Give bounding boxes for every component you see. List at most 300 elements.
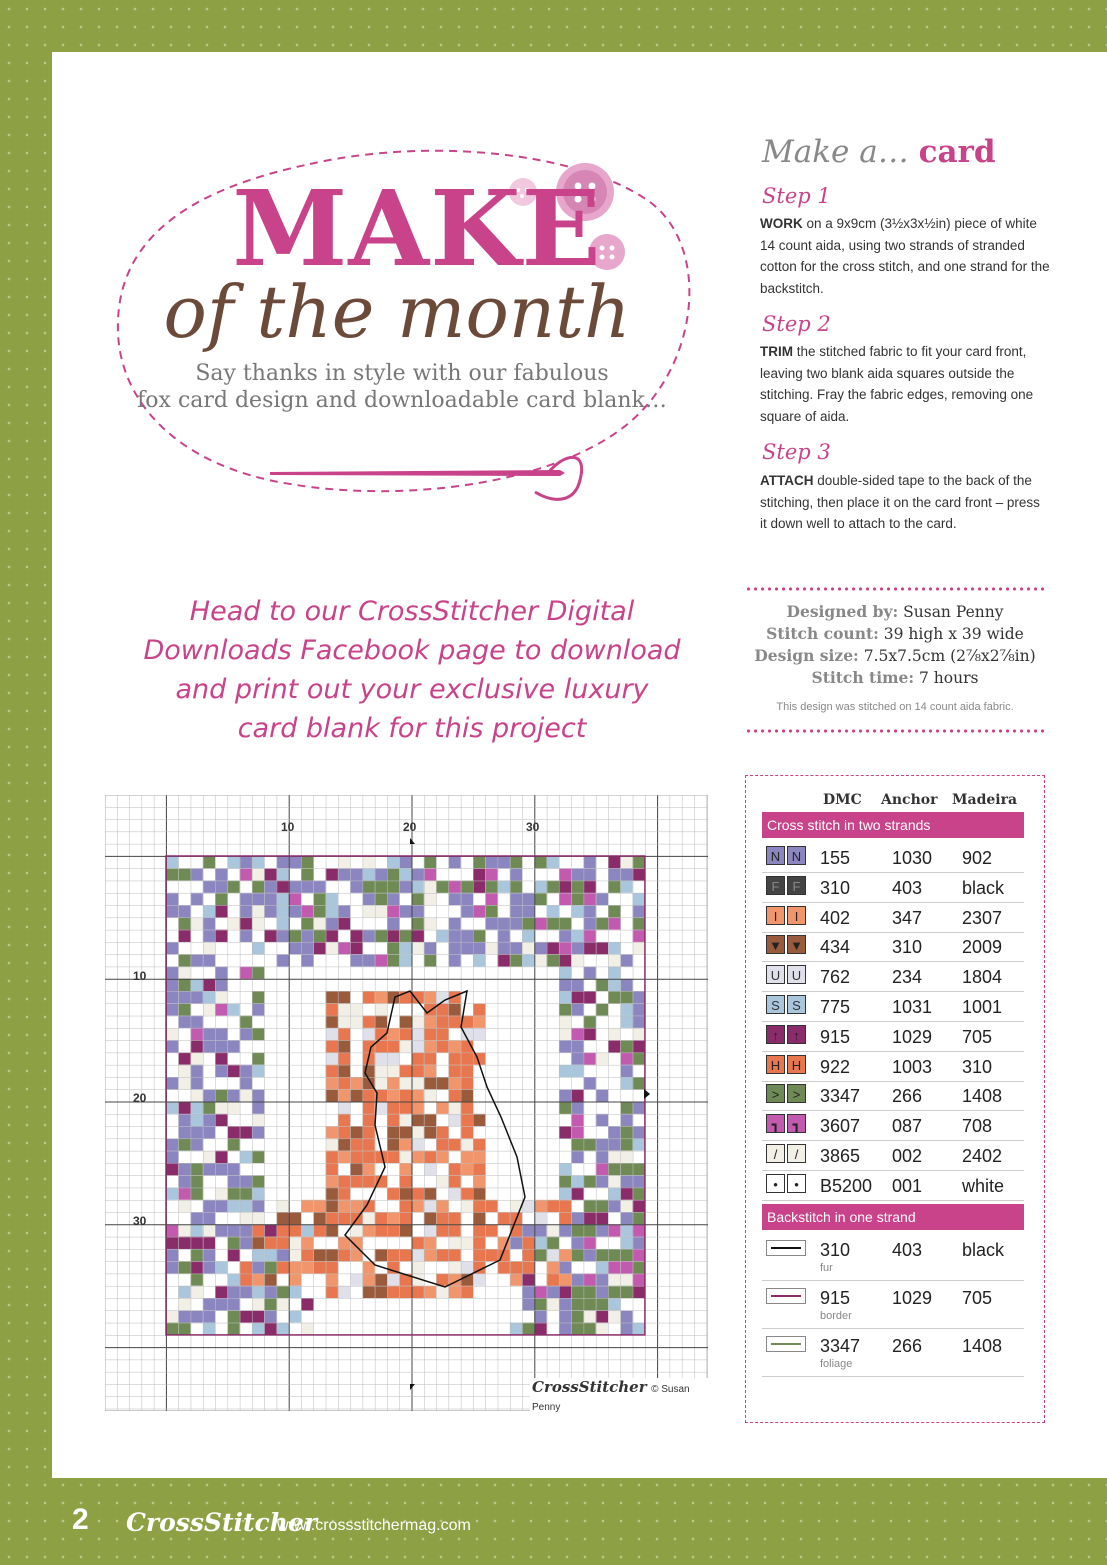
stitch-cell	[596, 917, 608, 929]
stitch-cell	[375, 930, 387, 942]
stitch-cell	[203, 1089, 215, 1101]
stitch-cell	[448, 1237, 460, 1249]
key-row	[762, 1021, 1024, 1052]
stitch-cell	[178, 1052, 190, 1064]
stitch-cell	[277, 930, 289, 942]
stitch-cell	[608, 967, 620, 979]
stitch-cell	[301, 905, 313, 917]
stitch-cell	[277, 1224, 289, 1236]
stitch-cell	[350, 1274, 362, 1286]
stitch-cell	[387, 1224, 399, 1236]
stitch-cell	[191, 979, 203, 991]
swatch: S	[787, 995, 806, 1014]
stitch-cell	[424, 1114, 436, 1126]
stitch-cell	[620, 979, 632, 991]
stitch-cell	[608, 917, 620, 929]
stitch-cell	[191, 1249, 203, 1261]
stitch-cell	[399, 1200, 411, 1212]
stitch-cell	[191, 1163, 203, 1175]
stitch-cell	[362, 1274, 374, 1286]
col-header-madeira: Madeira	[952, 792, 1018, 808]
dmc-code: 775	[820, 997, 851, 1017]
stitch-cell	[596, 1163, 608, 1175]
stitch-cell	[178, 1114, 190, 1126]
stitch-cell	[375, 991, 387, 1003]
stitch-cell	[240, 868, 252, 880]
dmc-code: 915	[820, 1288, 851, 1308]
stitch-cell	[596, 1200, 608, 1212]
madeira-code: 1408	[962, 1336, 1003, 1356]
madeira-code: 1408	[962, 1086, 1003, 1107]
stitch-cell	[571, 1249, 583, 1261]
stitch-cell	[399, 1286, 411, 1298]
stitch-cell	[191, 1102, 203, 1114]
stitch-cell	[375, 1052, 387, 1064]
stitch-cell	[399, 1212, 411, 1224]
stitch-cell	[633, 1028, 645, 1040]
stitch-cell	[534, 1224, 546, 1236]
backstitch-row	[762, 1330, 1024, 1377]
stitch-cell	[436, 1212, 448, 1224]
stitch-cell	[166, 1249, 178, 1261]
stitch-cell	[387, 893, 399, 905]
stitch-cell	[412, 1126, 424, 1138]
stitch-cell	[301, 1237, 313, 1249]
stitch-cell	[289, 1286, 301, 1298]
promo-line: and print out your exclusive luxury	[175, 674, 649, 705]
stitch-cell	[387, 1188, 399, 1200]
stitch-cell	[412, 942, 424, 954]
stitch-cell	[362, 930, 374, 942]
stitch-cell	[264, 868, 276, 880]
stitch-cell	[240, 1077, 252, 1089]
step-2-text	[760, 341, 1050, 427]
stitch-cell	[584, 1323, 596, 1335]
stitch-cell	[289, 1224, 301, 1236]
stitch-cell	[375, 1249, 387, 1261]
stitch-cell	[571, 1175, 583, 1187]
stitch-cell	[338, 1016, 350, 1028]
swatch: •	[787, 1174, 806, 1193]
col-label-20: 20	[403, 820, 417, 834]
stitch-cell	[191, 1089, 203, 1101]
stitch-cell	[178, 905, 190, 917]
stitch-cell	[620, 868, 632, 880]
design-size: 7.5x7.5cm (2⅞x2⅞in)	[863, 647, 1036, 665]
stitch-cell	[559, 1175, 571, 1187]
stitch-cell	[252, 1102, 264, 1114]
stitch-cell	[547, 1249, 559, 1261]
stitch-cell	[424, 1237, 436, 1249]
swatch: N	[787, 846, 806, 865]
stitch-cell	[227, 1200, 239, 1212]
stitch-cell	[584, 1200, 596, 1212]
stitch-cell	[301, 868, 313, 880]
stitch-cell	[240, 1151, 252, 1163]
stitch-cell	[350, 1126, 362, 1138]
stitch-cell	[215, 881, 227, 893]
stitch-cell	[252, 1249, 264, 1261]
stitch-cell	[620, 1065, 632, 1077]
stitch-cell	[608, 1261, 620, 1273]
stitch-cell	[547, 1261, 559, 1273]
anchor-code: 266	[892, 1086, 923, 1107]
stitch-cell	[596, 1249, 608, 1261]
stitch-cell	[461, 1188, 473, 1200]
stitch-cell	[252, 856, 264, 868]
stitch-cell	[473, 881, 485, 893]
stitch-cell	[326, 905, 338, 917]
stitch-cell	[412, 1249, 424, 1261]
stitch-cell	[227, 1175, 239, 1187]
stitch-cell	[412, 905, 424, 917]
stitch-cell	[424, 1224, 436, 1236]
stitch-cell	[313, 1200, 325, 1212]
stitch-cell	[326, 1151, 338, 1163]
stitch-cell	[203, 1040, 215, 1052]
stitch-cell	[326, 1126, 338, 1138]
stitch-cell	[362, 868, 374, 880]
stitch-cell	[203, 1224, 215, 1236]
stitch-cell	[461, 1114, 473, 1126]
stitch-cell	[448, 881, 460, 893]
stitch-cell	[633, 1040, 645, 1052]
stitch-cell	[510, 881, 522, 893]
stitch-cell	[473, 1237, 485, 1249]
stitch-cell	[584, 1052, 596, 1064]
swatch: F	[766, 876, 785, 895]
stitch-cell	[215, 979, 227, 991]
stitch-cell	[326, 1212, 338, 1224]
stitch-cell	[240, 905, 252, 917]
stitch-cell	[399, 1138, 411, 1150]
stitch-cell	[448, 1249, 460, 1261]
stitch-cell	[633, 1323, 645, 1335]
stitch-cell	[289, 1237, 301, 1249]
stitch-cell	[203, 1249, 215, 1261]
stitch-cell	[571, 1274, 583, 1286]
stitch-cell	[326, 1052, 338, 1064]
stitch-cell	[412, 1200, 424, 1212]
info-label: Stitch time:	[811, 668, 915, 687]
stitch-cell	[362, 905, 374, 917]
swatch: >	[787, 1084, 806, 1103]
stitch-cell	[633, 905, 645, 917]
stitch-cell	[178, 1261, 190, 1273]
stitch-cell	[166, 856, 178, 868]
stitch-cell	[559, 930, 571, 942]
stitch-cell	[473, 1138, 485, 1150]
stitch-cell	[448, 1003, 460, 1015]
stitch-cell	[338, 1151, 350, 1163]
stitch-cell	[227, 1323, 239, 1335]
stitch-cell	[240, 1274, 252, 1286]
stitch-cell	[252, 942, 264, 954]
stitch-cell	[338, 1138, 350, 1150]
stitch-cell	[424, 1077, 436, 1089]
stitch-cell	[620, 1163, 632, 1175]
stitch-cell	[584, 1310, 596, 1322]
make-heading: MAKE	[232, 167, 602, 290]
stitch-cell	[448, 893, 460, 905]
stitch-cell	[178, 1224, 190, 1236]
subtitle	[132, 360, 672, 414]
stitch-cell	[473, 942, 485, 954]
stitch-cell	[227, 1065, 239, 1077]
stitch-cell	[240, 1188, 252, 1200]
key-row	[762, 872, 1024, 903]
stitch-cell	[289, 905, 301, 917]
stitch-cell	[338, 1114, 350, 1126]
stitch-cell	[485, 1224, 497, 1236]
stitch-cell	[559, 1286, 571, 1298]
stitch-cell	[596, 1003, 608, 1015]
stitch-cell	[277, 1237, 289, 1249]
stitch-cell	[522, 1323, 534, 1335]
stitch-cell	[215, 893, 227, 905]
stitch-cell	[264, 881, 276, 893]
stitch-cell	[203, 1212, 215, 1224]
key-row	[762, 1170, 1024, 1201]
stitch-cell	[399, 1077, 411, 1089]
stitch-cell	[571, 893, 583, 905]
stitch-cell	[633, 991, 645, 1003]
stitch-cell	[387, 1065, 399, 1077]
stitch-cell	[571, 1298, 583, 1310]
stitch-cell	[289, 1274, 301, 1286]
stitch-cell	[240, 967, 252, 979]
stitch-cell	[313, 930, 325, 942]
stitch-cell	[608, 1286, 620, 1298]
stitch-cell	[326, 1028, 338, 1040]
stitch-cell	[633, 1286, 645, 1298]
stitch-cell	[571, 1126, 583, 1138]
stitch-cell	[448, 1040, 460, 1052]
stitch-cell	[448, 1163, 460, 1175]
stitch-cell	[596, 1089, 608, 1101]
stitch-cell	[387, 1151, 399, 1163]
stitch-cell	[375, 905, 387, 917]
stitch-cell	[289, 930, 301, 942]
stitch-cell	[277, 917, 289, 929]
stitch-cell	[178, 1298, 190, 1310]
stitch-cell	[252, 1261, 264, 1273]
anchor-code: 266	[892, 1336, 923, 1356]
stitch-cell	[633, 868, 645, 880]
stitch-cell	[227, 1126, 239, 1138]
stitch-cell	[326, 1175, 338, 1187]
stitch-cell	[412, 1040, 424, 1052]
stitch-cell	[620, 1237, 632, 1249]
stitch-cell	[252, 1200, 264, 1212]
stitch-cell	[448, 1077, 460, 1089]
stitch-cell	[252, 1323, 264, 1335]
stitch-cell	[461, 1151, 473, 1163]
stitch-cell	[633, 1249, 645, 1261]
stitch-cell	[547, 954, 559, 966]
stitch-cell	[191, 868, 203, 880]
stitch-cell	[240, 1175, 252, 1187]
stitch-cell	[596, 1212, 608, 1224]
stitch-cell	[596, 1286, 608, 1298]
stitch-cell	[436, 1249, 448, 1261]
swatch: H	[787, 1055, 806, 1074]
stitch-cell	[424, 1028, 436, 1040]
stitch-cell	[166, 1028, 178, 1040]
stitch-cell	[436, 1028, 448, 1040]
stitch-cell	[596, 893, 608, 905]
stitch-cell	[326, 1200, 338, 1212]
stitch-cell	[362, 1212, 374, 1224]
stitch-cell	[203, 917, 215, 929]
designer-name: Susan Penny	[903, 603, 1004, 621]
stitch-cell	[584, 1224, 596, 1236]
stitch-cell	[522, 1224, 534, 1236]
stitch-cell	[240, 893, 252, 905]
stitch-cell	[633, 930, 645, 942]
anchor-code: 234	[892, 967, 923, 988]
stitch-cell	[608, 905, 620, 917]
step-1-heading: Step 1	[762, 184, 831, 208]
stitch-cell	[620, 1040, 632, 1052]
stitch-cell	[191, 1286, 203, 1298]
stitch-cell	[387, 868, 399, 880]
stitch-cell	[399, 1151, 411, 1163]
stitch-cell	[448, 930, 460, 942]
stitch-cell	[584, 1249, 596, 1261]
stitch-cell	[633, 1138, 645, 1150]
stitch-cell	[448, 1016, 460, 1028]
stitch-cell	[203, 1298, 215, 1310]
stitch-cell	[166, 1261, 178, 1273]
stitch-cell	[362, 881, 374, 893]
stitch-cell	[424, 1126, 436, 1138]
stitch-cell	[620, 1224, 632, 1236]
stitch-cell	[473, 1028, 485, 1040]
stitch-cell	[375, 1016, 387, 1028]
stitch-cell	[166, 1310, 178, 1322]
stitch-cell	[166, 1323, 178, 1335]
stitch-cell	[633, 1212, 645, 1224]
stitch-cell	[510, 868, 522, 880]
stitch-cell	[510, 1261, 522, 1273]
stitch-cell	[252, 1003, 264, 1015]
swatch: U	[766, 965, 785, 984]
stitch-cell	[252, 893, 264, 905]
stitch-cell	[252, 1175, 264, 1187]
stitch-cell	[191, 1188, 203, 1200]
stitch-cell	[215, 1200, 227, 1212]
stitch-cell	[166, 979, 178, 991]
stitch-cell	[203, 1323, 215, 1335]
stitch-cell	[510, 1237, 522, 1249]
stitch-cell	[571, 1040, 583, 1052]
stitch-cell	[534, 881, 546, 893]
stitch-cell	[178, 1188, 190, 1200]
stitch-cell	[608, 1224, 620, 1236]
stitch-cell	[338, 905, 350, 917]
stitch-cell	[362, 1126, 374, 1138]
stitch-cell	[571, 991, 583, 1003]
stitch-cell	[584, 1298, 596, 1310]
stitch-cell	[326, 942, 338, 954]
dmc-code: 762	[820, 967, 851, 988]
stitch-cell	[510, 1323, 522, 1335]
madeira-code: 1804	[962, 967, 1003, 988]
stitch-cell	[412, 917, 424, 929]
stitch-cell	[571, 1151, 583, 1163]
stitch-cell	[227, 1102, 239, 1114]
stitch-cell	[620, 1261, 632, 1273]
stitch-cell	[522, 1286, 534, 1298]
stitch-count: 39 high x 39 wide	[883, 625, 1024, 643]
key-row	[762, 1110, 1024, 1141]
step-3-heading: Step 3	[762, 440, 831, 464]
swatch: I	[766, 906, 785, 925]
stitch-cell	[584, 1028, 596, 1040]
dmc-code: 434	[820, 937, 851, 958]
stitch-cell	[252, 1114, 264, 1126]
stitch-cell	[461, 1126, 473, 1138]
stitch-cell	[240, 1212, 252, 1224]
stitch-cell	[350, 930, 362, 942]
stitch-cell	[473, 954, 485, 966]
stitch-cell	[191, 1040, 203, 1052]
stitch-cell	[608, 1249, 620, 1261]
swatch: U	[787, 965, 806, 984]
stitch-cell	[620, 1151, 632, 1163]
stitch-cell	[584, 967, 596, 979]
stitch-cell	[461, 881, 473, 893]
stitch-cell	[178, 954, 190, 966]
stitch-cell	[436, 1175, 448, 1187]
stitch-cell	[571, 954, 583, 966]
stitch-cell	[252, 881, 264, 893]
stitch-cell	[338, 1003, 350, 1015]
stitch-cell	[227, 1163, 239, 1175]
footer-url[interactable]: www.crossstitchermag.com	[277, 1517, 471, 1534]
stitch-cell	[412, 1028, 424, 1040]
stitch-cell	[436, 881, 448, 893]
stitch-cell	[277, 1212, 289, 1224]
stitch-cell	[240, 1261, 252, 1273]
stitch-cell	[326, 868, 338, 880]
stitch-cell	[240, 1028, 252, 1040]
stitch-cell	[436, 1286, 448, 1298]
stitch-cell	[387, 917, 399, 929]
stitch-cell	[166, 1138, 178, 1150]
stitch-cell	[338, 1028, 350, 1040]
stitch-cell	[461, 1102, 473, 1114]
stitch-cell	[534, 1286, 546, 1298]
stitch-cell	[412, 1151, 424, 1163]
stitch-cell	[264, 1310, 276, 1322]
stitch-cell	[178, 1138, 190, 1150]
stitch-cell	[424, 1003, 436, 1015]
fabric-note: This design was stitched on 14 count aida fabric.	[776, 701, 1014, 713]
madeira-code: 1001	[962, 997, 1003, 1017]
stitch-cell	[584, 893, 596, 905]
madeira-code: 705	[962, 1026, 993, 1047]
stitch-cell	[399, 1163, 411, 1175]
stitch-cell	[191, 1052, 203, 1064]
stitch-cell	[620, 1200, 632, 1212]
dmc-code: B5200	[820, 1175, 873, 1196]
stitch-cell	[485, 905, 497, 917]
stitch-cell	[534, 1310, 546, 1322]
stitch-cell	[473, 1200, 485, 1212]
stitch-cell	[620, 1077, 632, 1089]
